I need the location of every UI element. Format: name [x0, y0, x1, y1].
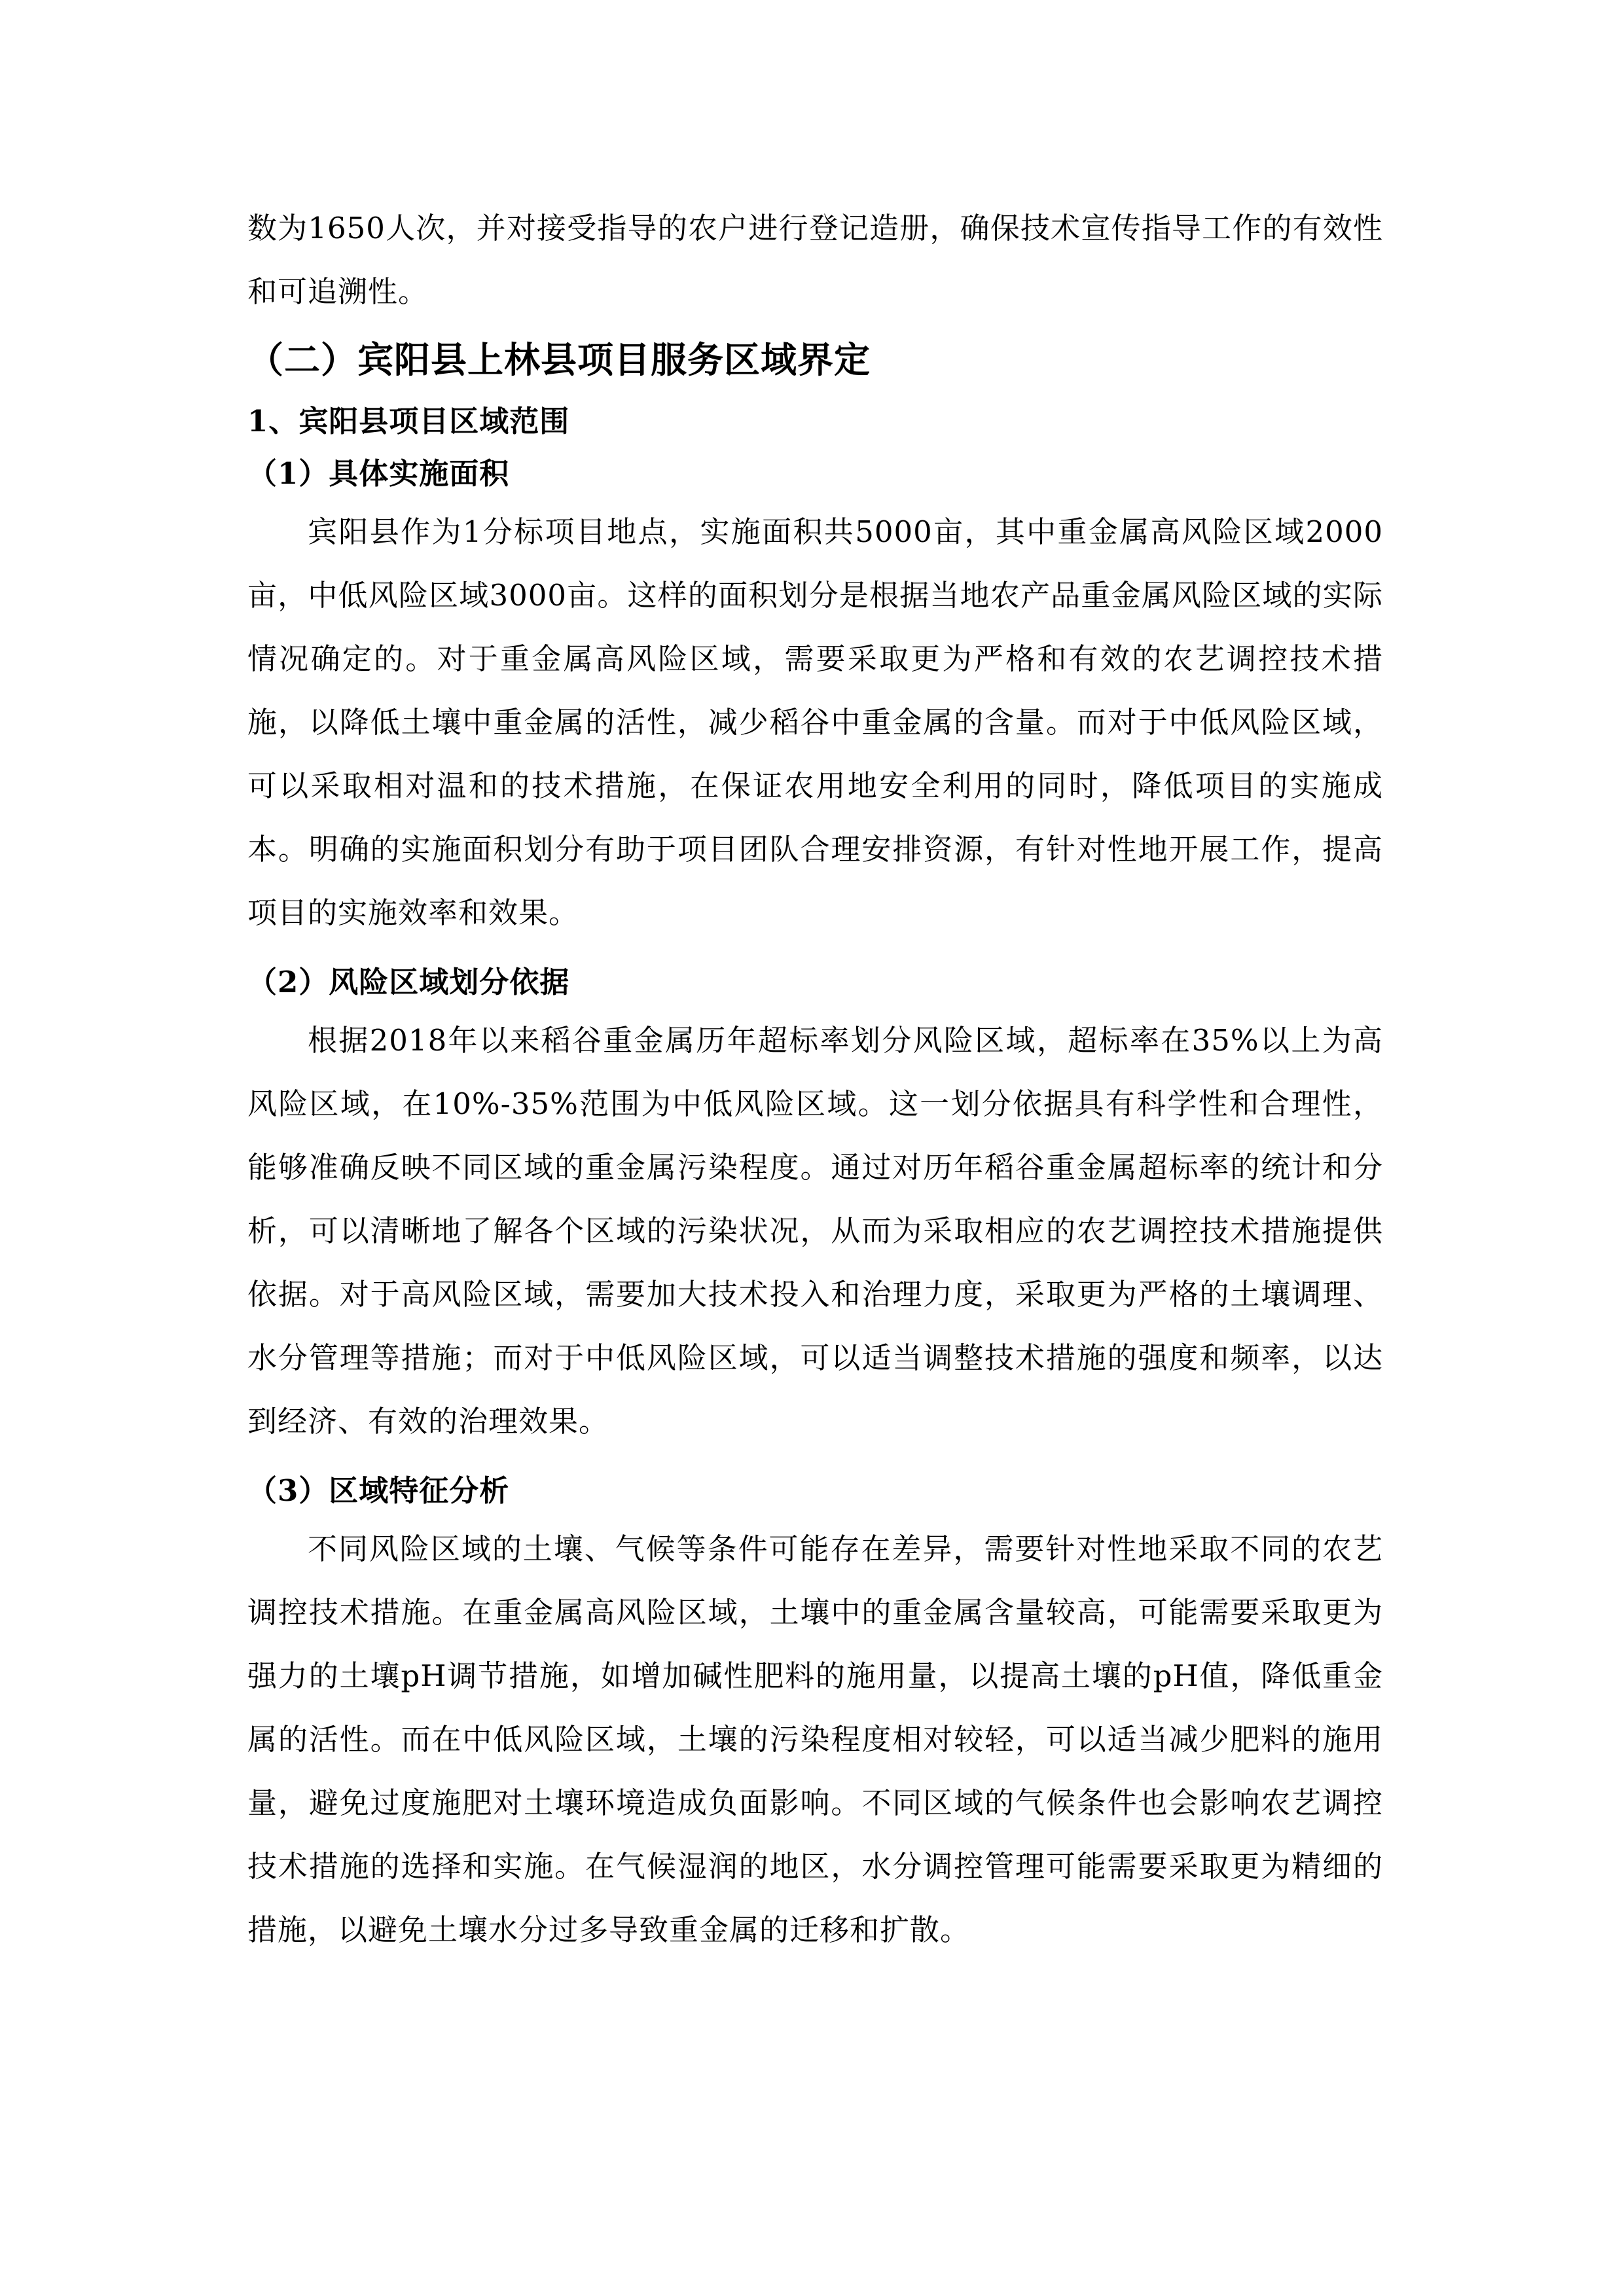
- subsection-heading: 1、宾阳县项目区域范围: [247, 404, 570, 439]
- item-paragraph: 根据2018年以来稻谷重金属历年超标率划分风险区域，超标率在35%以上为高风险区域，在10%-35%范围为中低风险区域。这一划分依据具有科学性和合理性，能够准确反映不同区域的重金属污染程度。通过对历年稻谷重金属超标率的统计和分析，可以清晰地了解各个区域的污染状况，从而为采取相应的农艺调控技术措施提供依据。对于高风险区域，需要加大技术投入和治理力度，采取更为严格的土壤调理、水分管理等措施；而对于中低风险区域，可以适当调整技术措施的强度和频率，以达到经济、有效的治理效果。: [247, 1023, 1383, 1439]
- item-paragraph: 不同风险区域的土壤、气候等条件可能存在差异，需要针对性地采取不同的农艺调控技术措施。在重金属高风险区域，土壤中的重金属含量较高，可能需要采取更为强力的土壤pH调节措施，如增加碱性肥料的施用量，以提高土壤的pH值，降低重金属的活性。而在中低风险区域，土壤的污染程度相对较轻，可以适当减少肥料的施用量，避免过度施肥对土壤环境造成负面影响。不同区域的气候条件也会影响农艺调控技术措施的选择和实施。在气候湿润的地区，水分调控管理可能需要采取更为精细的措施，以避免土壤水分过多导致重金属的迁移和扩散。: [247, 1532, 1383, 1947]
- item-heading: （1）具体实施面积: [247, 456, 510, 491]
- item-regional-characteristics: [247, 1465, 1383, 1962]
- item-heading: （3）区域特征分析: [247, 1473, 510, 1508]
- document-page: [247, 196, 1383, 1962]
- section-heading: （二）宾阳县上林县项目服务区域界定: [247, 338, 871, 381]
- item-paragraph: 宾阳县作为1分标项目地点，实施面积共5000亩，其中重金属高风险区域2000亩，中低风险区域3000亩。这样的面积划分是根据当地农产品重金属风险区域的实际情况确定的。对于重金属高风险区域，需要采取更为严格和有效的农艺调控技术措施，以降低土壤中重金属的活性，减少稻谷中重金属的含量。而对于中低风险区域，可以采取相对温和的技术措施，在保证农用地安全利用的同时，降低项目的实施成本。明确的实施面积划分有助于项目团队合理安排资源，有针对性地开展工作，提高项目的实施效率和效果。: [247, 514, 1383, 930]
- item-heading: （2）风险区域划分依据: [247, 965, 570, 999]
- item-risk-division-basis: [247, 956, 1383, 1453]
- item-implementation-area: [247, 448, 1383, 944]
- intro-paragraph: 数为1650人次，并对接受指导的农户进行登记造册，确保技术宣传指导工作的有效性和可追溯性。: [247, 211, 1383, 309]
